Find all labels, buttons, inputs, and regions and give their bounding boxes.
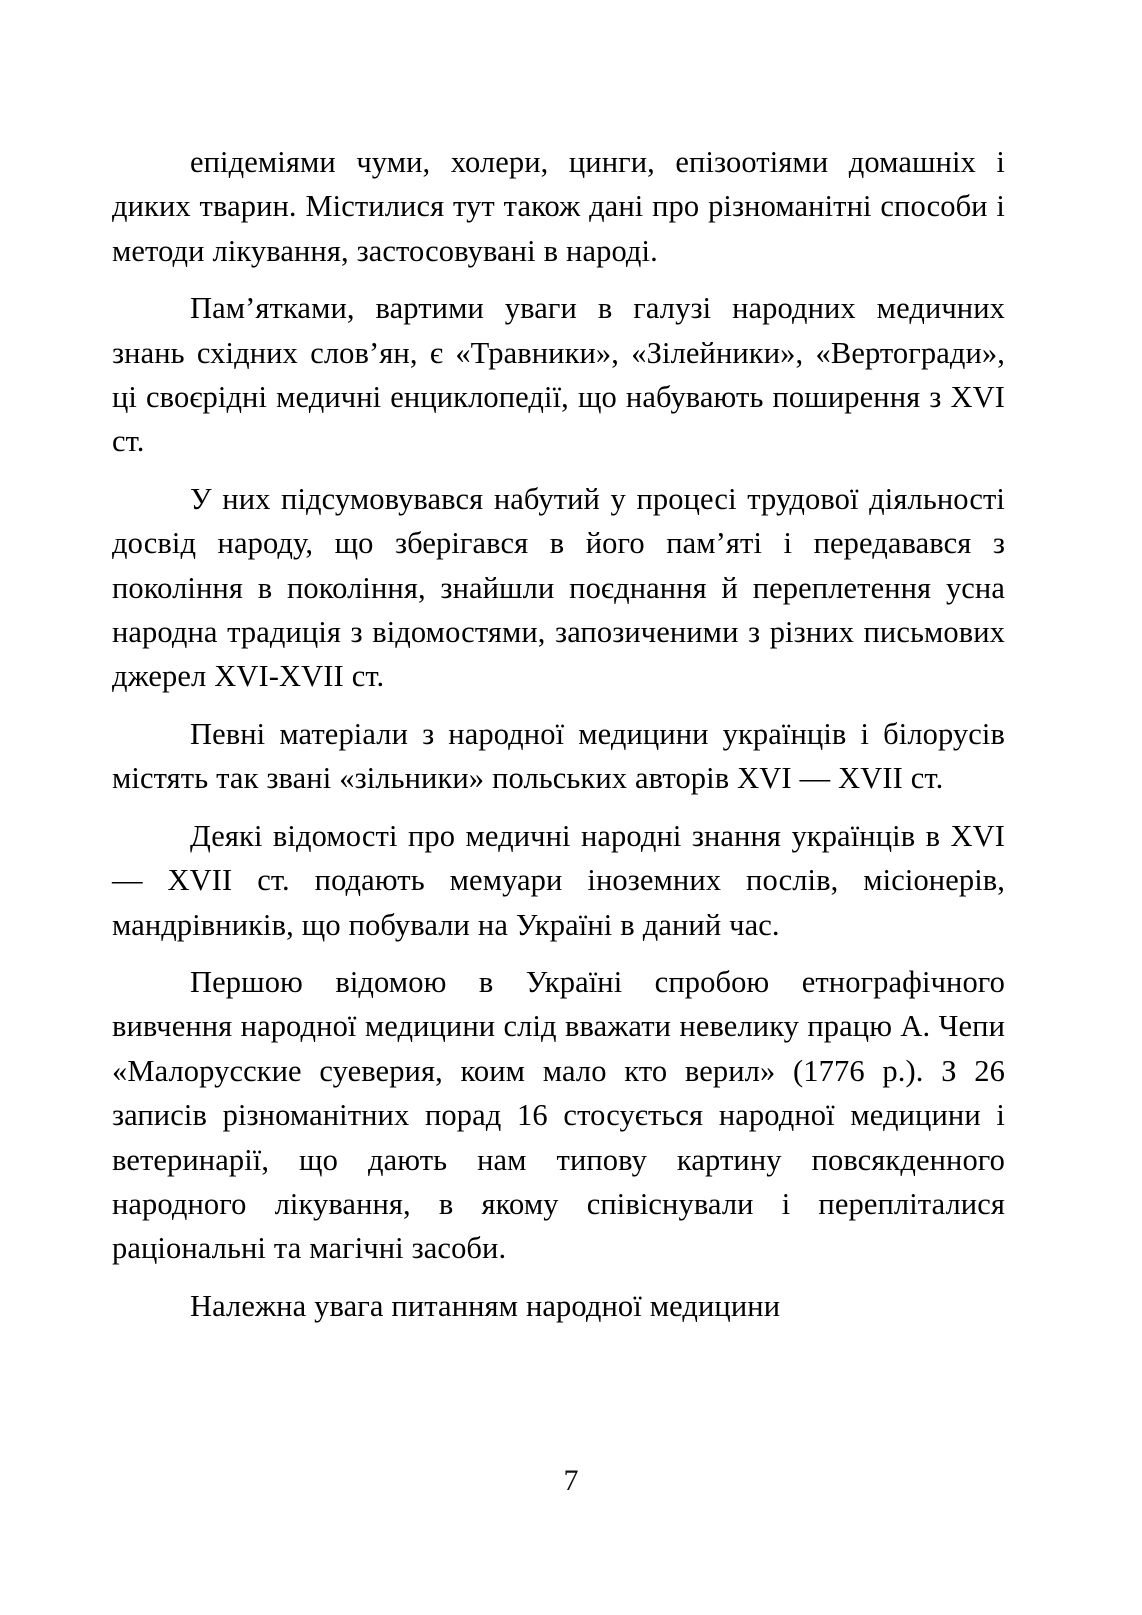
paragraph-7: Належна увага питанням народної медицини <box>190 1288 781 1323</box>
page-number: 7 <box>563 1464 579 1497</box>
paragraph-1: епідеміями чуми, холери, цинги, епізоотіями домашніх і диких тварин. Містилися тут також дані про різноманітні способи і методи лікування, застосовувані в народі. <box>112 145 1005 268</box>
paragraph-4: Певні матеріали з народної медицини українців і білорусів містять так звані «зільники» польських авторів XVI — XVII ст. <box>112 716 1005 796</box>
paragraph-6: Першою відомою в Україні спробою етнографічного вивчення народної медицини слід вважати невелику працю А. Чепи «Малорусские суеверия, коим мало кто верил» (1776 р.). З 26 записів різноманітних порад 16 стосується народної медицини і ветеринарії, що дають нам типову картину повсякденного народного лікування, в якому співіснували і перепліталися раціональні та магічні засоби. <box>112 964 1005 1266</box>
paragraph-2: Пам’ятками, вартими уваги в галузі народних медичних знань східних слов’ян, є «Травники», «Зілейники», «Вертогради», ці своєрідні медичні енциклопедії, що набувають поширення з XVI ст. <box>112 291 1005 459</box>
body-text-column <box>112 140 1005 1328</box>
paragraph-3: У них підсумовувався набутий у процесі трудової діяльності досвід народу, що зберігався в його пам’яті і передавався з покоління в покоління, знайшли поєднання й переплетення усна народна традиція з відомостями, запозиченими з різних письмових джерел XVI-XVII ст. <box>112 481 1005 694</box>
paragraph-5: Деякі відомості про медичні народні знання українців в XVI — XVII ст. подають мемуари іноземних послів, місіонерів, мандрівників, що побували на Україні в даний час. <box>112 818 1005 942</box>
